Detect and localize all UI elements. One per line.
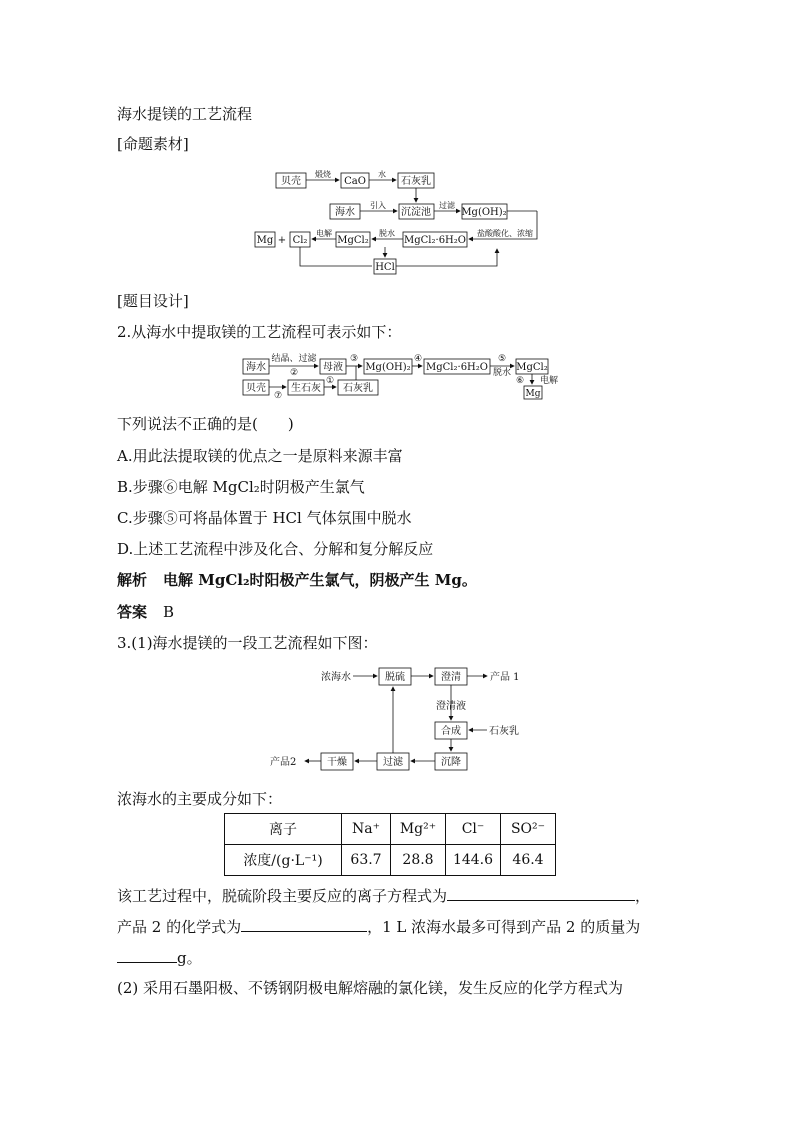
flow2-step4: ④ — [413, 354, 423, 364]
flow1-settling-tank: 沉淀池 — [401, 207, 431, 218]
answer-blank-product2-formula[interactable] — [241, 916, 367, 932]
flow1-shell: 贝壳 — [281, 176, 301, 187]
flow2-quicklime: 生石灰 — [291, 383, 321, 394]
flow2-mg: Mg — [525, 389, 541, 399]
analysis-text: 电解 MgCl₂时阳极产生氯气，阴极产生 Mg。 — [163, 571, 477, 589]
flow2-mgcl2-hydrate: MgCl₂·6H₂O — [426, 362, 488, 373]
q2-option-c: C.步骤⑤可将晶体置于 HCl 气体氛围中脱水 — [117, 509, 412, 527]
flow3-settle: 沉降 — [441, 757, 461, 768]
answer-label: 答案 — [117, 603, 148, 621]
flow2-electrolysis: 电解 — [540, 376, 558, 386]
table-header-mg: Mg²⁺ — [391, 814, 446, 845]
table-header-cl: Cl⁻ — [446, 814, 501, 845]
table-intro: 浓海水的主要成分如下： — [117, 790, 283, 808]
flow1-cl2: Cl₂ — [292, 235, 308, 246]
q2-question: 下列说法不正确的是( ) — [117, 415, 294, 433]
section-title: 海水提镁的工艺流程 — [117, 105, 253, 123]
table-header-so4: SO²⁻ — [501, 814, 556, 845]
q3-line2b: ，1 L 浓海水最多可得到产品 2 的质量为 — [367, 918, 641, 936]
flow3-clear-liquid: 澄清液 — [436, 701, 466, 712]
table-cell-na: 63.7 — [342, 845, 391, 876]
flow2-step5: ⑤ — [497, 354, 507, 364]
flow3-filter: 过滤 — [383, 757, 403, 768]
table-header-ion: 离子 — [225, 814, 342, 845]
q3-part2: (2) 采用石墨阳极、不锈钢阴极电解熔融的氯化镁，发生反应的化学方程式为 — [117, 979, 624, 997]
q3-line2a: 产品 2 的化学式为 — [117, 918, 242, 936]
flow3-lime-milk: 石灰乳 — [489, 726, 519, 737]
flow1-lead-in: 引入 — [370, 201, 386, 210]
flow3-product2: 产品2 — [270, 757, 297, 768]
flow1-electrolysis: 电解 — [316, 229, 332, 238]
flow1-lime-milk: 石灰乳 — [401, 176, 431, 187]
flow1-dehydrate: 脱水 — [379, 229, 395, 238]
flow1-hcl: HCl — [375, 262, 395, 273]
answer-value: B — [163, 603, 175, 621]
flow-diagram-1 — [250, 168, 550, 278]
analysis-label: 解析 — [117, 571, 148, 589]
flow3-synthesize: 合成 — [441, 726, 461, 737]
flow1-seawater: 海水 — [335, 207, 355, 218]
table-header-na: Na⁺ — [342, 814, 391, 845]
flow1-cao: CaO — [344, 176, 366, 187]
flow-diagram-2 — [238, 350, 558, 402]
q2-option-b: B.步骤⑥电解 MgCl₂时阴极产生氯气 — [117, 478, 365, 496]
flow3-product1: 产品 1 — [490, 672, 520, 683]
flow3-clarify: 澄清 — [441, 672, 461, 683]
q3-line1: 该工艺过程中，脱硫阶段主要反应的离子方程式为 — [117, 887, 448, 905]
flow2-mgcl2: MgCl₂ — [516, 362, 548, 373]
answer-blank-ionic-equation[interactable] — [447, 885, 635, 901]
flow2-step1: ① — [325, 376, 335, 386]
flow2-step7: ⑦ — [273, 391, 283, 401]
flow3-desulfurize: 脱硫 — [385, 672, 405, 683]
q2-option-d: D.上述工艺流程中涉及化合、分解和复分解反应 — [117, 540, 434, 558]
flow2-shell: 贝壳 — [246, 383, 266, 394]
table-cell-mg: 28.8 — [391, 845, 446, 876]
flow2-lime-milk: 石灰乳 — [343, 383, 373, 394]
flow2-step2: ② — [289, 368, 299, 378]
flow1-mgcl2-hydrate: MgCl₂·6H₂O — [404, 235, 466, 246]
flow1-calcine: 煅烧 — [315, 170, 331, 179]
answer-blank-product2-mass[interactable] — [117, 947, 177, 963]
flow1-acid-concentrate: 盐酸酸化、浓缩 — [477, 229, 533, 238]
ion-table — [224, 813, 556, 876]
design-label: [题目设计] — [117, 292, 189, 310]
table-cell-cl: 144.6 — [446, 845, 501, 876]
q3-stem: 3.(1)海水提镁的一段工艺流程如下图： — [117, 634, 378, 652]
flow2-seawater: 海水 — [246, 362, 266, 373]
flow2-step3: ③ — [349, 354, 359, 364]
table-row-label: 浓度/(g·L⁻¹) — [225, 845, 342, 876]
flow3-dry: 干燥 — [327, 757, 347, 768]
table-cell-so4: 46.4 — [501, 845, 556, 876]
q2-option-a: A.用此法提取镁的优点之一是原料来源丰富 — [117, 447, 403, 465]
table-header-row — [225, 814, 556, 845]
material-label: [命题素材] — [117, 135, 189, 153]
flow3-conc-seawater: 浓海水 — [321, 672, 351, 683]
flow1-mg: Mg — [256, 235, 274, 246]
q3-line3-end: g。 — [177, 949, 202, 967]
flow1-water: 水 — [378, 170, 386, 179]
flow2-dehydrate: 脱水 — [492, 368, 512, 378]
q3-line1-end: ， — [635, 887, 651, 905]
table-row — [225, 845, 556, 876]
flow1-mgcl2: MgCl₂ — [337, 235, 369, 246]
flow1-filter: 过滤 — [439, 201, 455, 210]
flow-diagram-3 — [265, 663, 535, 775]
flow1-mgoh2: Mg(OH)₂ — [461, 207, 507, 218]
flow2-mother-liquor: 母液 — [323, 362, 343, 373]
flow1-plus: + — [277, 235, 287, 246]
q2-stem: 2.从海水中提取镁的工艺流程可表示如下： — [117, 323, 402, 341]
flow2-crystallize-filter: 结晶、过滤 — [271, 354, 317, 364]
flow2-mgoh2: Mg(OH)₂ — [365, 362, 411, 373]
flow2-step6: ⑥ — [515, 376, 525, 386]
